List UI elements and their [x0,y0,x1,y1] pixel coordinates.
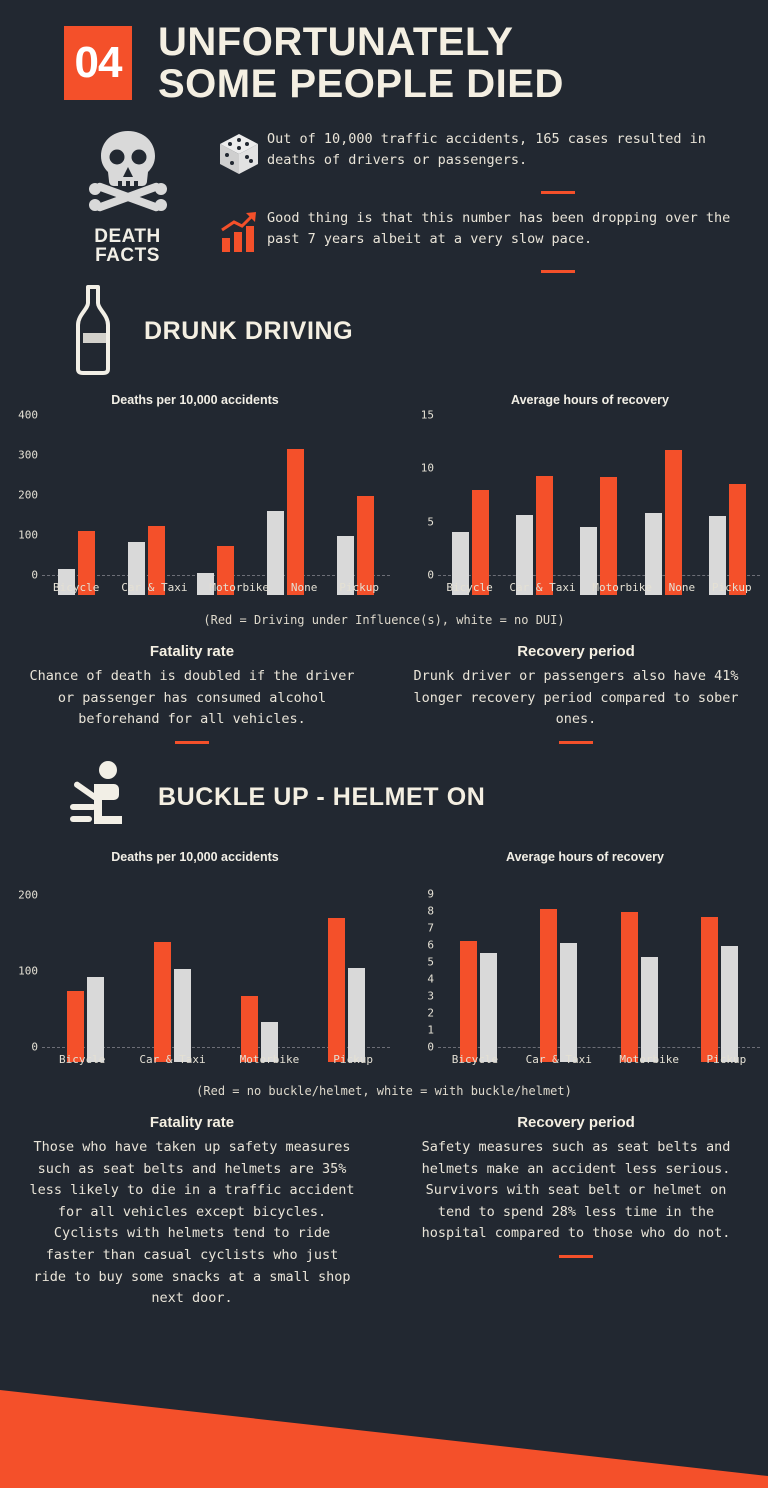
page-header [0,0,768,105]
x-label: None [668,581,696,595]
fact-text: Out of 10,000 traffic accidents, 165 cases resulted in deaths of drivers or passengers. [267,131,706,169]
bar-group-pickup [701,917,738,1062]
fact-list [185,127,744,273]
chart-drunk-deaths [0,393,390,595]
y-tick: 0 [31,568,38,582]
bar-group-bicycle [460,941,497,1062]
fact-item [211,127,744,177]
chart-title: Deaths per 10,000 accidents [111,393,279,408]
text-block-title: Fatality rate [149,643,235,661]
x-label: Bicycle [52,581,100,595]
y-tick: 300 [18,448,38,462]
y-axis-ticks [404,872,438,1062]
bar-group-car-taxi [154,942,191,1062]
seatbelt-person-icon [64,758,134,838]
bar-red [287,449,304,595]
text-block-fatality-rate [0,643,384,744]
divider-dash [175,741,209,744]
x-axis-labels [438,581,760,594]
x-axis-labels [42,1053,390,1066]
bar-white [348,968,365,1062]
dice-icon [211,127,267,177]
bar-group-none [645,450,682,595]
y-tick: 6 [427,938,434,952]
y-tick: 100 [18,964,38,978]
drunk-text-columns [0,643,768,744]
text-block-title: Recovery period [517,643,635,661]
x-label: Bicycle [451,1052,499,1066]
x-label: Motorbike [592,581,652,595]
bar-red [328,918,345,1062]
x-axis-labels [438,1053,760,1066]
bar-red [621,912,638,1062]
bar-red [154,942,171,1062]
divider-dash [559,1255,593,1258]
y-axis-ticks [404,408,438,595]
buckle-text-columns [0,1114,768,1310]
x-label: Pickup [711,581,752,595]
section-title: DRUNK DRIVING [144,316,354,345]
x-label: Motorbike [619,1052,679,1066]
x-label: Motorbike [209,581,269,595]
y-tick: 10 [420,461,434,475]
section-header-buckle-up [0,758,768,838]
bar-group-car-taxi [516,476,553,595]
x-label: Bicycle [446,581,493,595]
death-facts-label [70,227,185,265]
bar-group-bicycle [452,490,489,595]
x-label: Car & Taxi [139,1052,206,1066]
chart-legend-note-buckle: (Red = no buckle/helmet, white = with buckle/helmet) [196,1083,572,1098]
y-axis-ticks [8,872,42,1062]
bottle-icon [64,283,120,379]
text-block-body: Drunk driver or passengers also have 41% longer recovery period compared to sober ones. [413,668,739,728]
text-block-recovery-period [384,643,768,744]
bar-red [600,477,617,595]
bar-group-motorbike [621,912,658,1062]
text-block-recovery-period [384,1114,768,1310]
bar-red [701,917,718,1062]
y-tick: 9 [427,887,434,901]
x-label: Car & Taxi [509,581,576,595]
y-tick: 0 [427,568,434,582]
x-axis-labels [42,581,390,594]
x-label: Motorbike [239,1052,300,1066]
page-title-line1: UNFORTUNATELY [158,20,514,64]
section-number-badge: 04 [64,26,132,100]
bar-group-bicycle [67,977,104,1062]
bar-white [87,977,104,1062]
text-block-title: Recovery period [517,1113,635,1131]
death-facts-block [0,105,768,273]
y-tick: 4 [427,972,434,986]
death-facts-label-line1: DEATH [94,226,161,248]
x-label: Pickup [339,581,380,595]
chart-legend-note-drunk: (Red = Driving under Influence(s), white = no DUI) [203,613,565,628]
bar-group-pickup [709,484,746,595]
bar-group-container [42,887,390,1062]
y-tick: 3 [427,989,434,1003]
bar-white [560,943,577,1062]
chart-buckle-recovery [390,849,760,1066]
fact-text: Good thing is that this number has been dropping over the past 7 years albeit at a very slow pace. [267,210,731,248]
divider-dash [559,741,593,744]
text-block-fatality-rate [0,1114,384,1310]
x-label: Pickup [333,1052,373,1066]
bar-white [174,969,191,1062]
y-tick: 200 [18,888,38,902]
bar-red [460,941,477,1062]
bar-red [729,484,746,595]
bar-group-container [438,887,760,1062]
divider-dash [541,270,575,273]
y-tick: 15 [420,408,434,422]
fact-item [211,206,744,256]
death-facts-label-line2: FACTS [95,245,160,267]
skull-and-crossbones-icon [80,204,176,223]
bar-white [480,953,497,1062]
chart-drunk-recovery [390,393,760,595]
y-tick: 200 [18,488,38,502]
bar-white [721,946,738,1062]
y-tick: 5 [427,515,434,529]
chart-buckle-deaths [0,849,390,1066]
page-title-line2: SOME PEOPLE DIED [158,61,564,106]
divider-dash [541,191,575,194]
y-tick: 400 [18,408,38,422]
y-tick: 7 [427,921,434,935]
y-axis-ticks [8,408,42,595]
y-tick: 1 [427,1023,434,1037]
bar-group-none [267,449,304,595]
bar-group-motorbike [580,477,617,595]
bar-red [540,909,557,1062]
y-tick: 0 [31,1040,38,1054]
bar-red [472,490,489,595]
text-block-body: Safety measures such as seat belts and helmets make an accident less serious. Survivors with seat belt or helmet on tend to spend 28% less time in the hospital compared to those who do not. [421,1138,731,1242]
x-label: Bicycle [59,1052,106,1066]
bottom-wedge-decoration [0,1368,768,1488]
section-title: BUCKLE UP - HELMET ON [158,783,486,812]
bar-red [67,991,84,1062]
x-label: Car & Taxi [525,1052,592,1066]
bar-group-pickup [328,918,365,1062]
y-tick: 2 [427,1006,434,1020]
charts-row-buckle [0,849,768,1066]
bar-group-container [42,435,390,595]
page-title [158,22,564,105]
bar-red [665,450,682,595]
y-tick: 100 [18,528,38,542]
y-tick: 5 [427,955,434,969]
text-block-title: Fatality rate [149,1113,235,1131]
chart-title: Average hours of recovery [506,849,664,864]
bar-chart-trend-icon [211,206,267,256]
bar-group-container [438,435,760,595]
y-tick: 8 [427,904,434,918]
text-block-body: Those who have taken up safety measures such as seat belts and helmets are 35% less likely to die in a traffic accident for all vehicles except bicycles. Cyclists with helmets tend to ride faster than casual cyclists who just ride to buy some snacks at a small shop next door. [29,1138,355,1307]
section-header-drunk-driving [0,283,768,379]
chart-title: Average hours of recovery [511,393,669,408]
x-label: Car & Taxi [121,581,188,595]
text-block-body: Chance of death is doubled if the driver or passenger has consumed alcohol beforehand for all vehicles. [29,668,355,728]
x-label: None [290,581,318,595]
charts-row-drunk [0,393,768,595]
bar-group-car-taxi [540,909,577,1062]
bar-red [536,476,553,595]
y-tick: 0 [427,1040,434,1054]
death-facts-emblem [70,127,185,273]
bar-white [641,957,658,1062]
x-label: Pickup [706,1052,747,1066]
chart-title: Deaths per 10,000 accidents [111,849,279,864]
